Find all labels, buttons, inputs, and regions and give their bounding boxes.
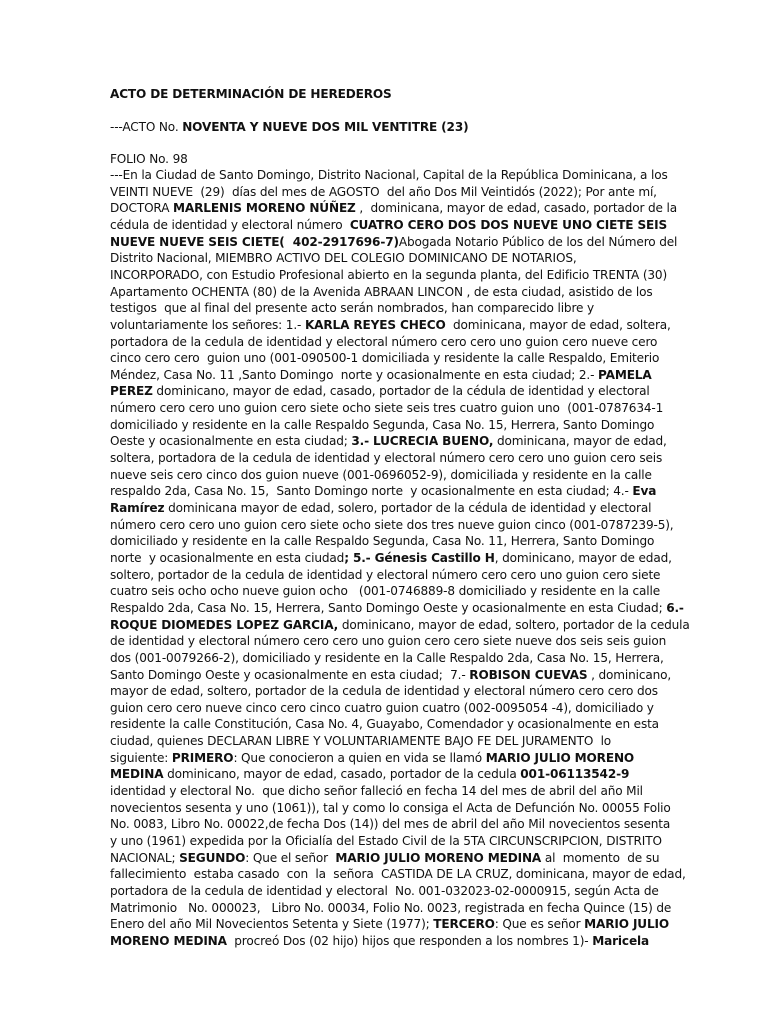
body-line: [110, 267, 667, 284]
body-line: [110, 900, 671, 917]
body-line: [110, 184, 657, 201]
bold-text: 6.-: [666, 600, 684, 615]
body-text: INCORPORADO, con Estudio Profesional abierto en la segunda planta, del Edificio TRENTA (30): [110, 267, 668, 282]
body-text: Respaldo 2da, Casa No. 15, Herrera, Santo Domingo Oeste y ocasionalmente en esta Ciudad;: [110, 600, 667, 615]
body-line: [110, 350, 659, 367]
body-text: , dominicano,: [587, 667, 672, 682]
body-line: [110, 217, 667, 234]
body-line: [110, 467, 652, 484]
bold-text: 3.- LUCRECIA BUENO,: [351, 434, 494, 449]
body-line: [110, 533, 654, 550]
body-line: [110, 766, 629, 783]
body-text: procreó Dos (02 hijo) hijos que responden a los nombres 1)-: [226, 933, 593, 948]
body-line: [110, 234, 677, 251]
bold-text: 001-06113542-9: [520, 767, 630, 782]
body-line: [110, 600, 684, 617]
body-line: [110, 250, 577, 267]
body-line: [110, 816, 670, 833]
body-text: Distrito Nacional, MIEMBRO ACTIVO DEL COLEGIO DOMINICANO DE NOTARIOS,: [110, 251, 577, 266]
body-line: [110, 716, 659, 733]
acto-number-line: ---ACTO No. NOVENTA Y NUEVE DOS MIL VENTITRE (23): [110, 120, 469, 134]
body-text: dominicana, mayor de edad,: [493, 434, 667, 449]
body-line: [110, 617, 690, 634]
body-line: [110, 750, 634, 767]
folio-line: FOLIO No. 98: [110, 152, 188, 166]
body-text: mayor de edad, soltero, portador de la cedula de identidad y electoral número cero cero dos: [110, 684, 658, 699]
bold-text: ROBISON CUEVAS: [469, 667, 588, 682]
body-line: [110, 933, 649, 950]
bold-text: ; 5.- Génesis Castillo H: [344, 551, 495, 565]
body-text: fallecimiento estaba casado con la señora CASTIDA DE LA CRUZ, dominicana, mayor de edad,: [110, 867, 686, 882]
bold-text: Maricela: [592, 933, 650, 948]
body-line: [110, 500, 651, 517]
body-text: norte y ocasionalmente en esta ciudad: [110, 551, 345, 565]
body-text: dos (001-0079266-2), domiciliado y residente en la Calle Respaldo 2da, Casa No. 15, Herrera,: [110, 650, 664, 665]
body-line: [110, 317, 671, 334]
bold-text: CUATRO CERO DOS DOS NUEVE UNO CIETE SEIS: [349, 217, 668, 232]
body-text: dominicano, mayor de edad, casado, portador de la cedula: [163, 767, 521, 782]
body-text: de identidad y electoral número cero cero uno guion cero cero siete nueve dos seis seis guion: [110, 634, 667, 649]
body-text: y uno (1961) expedida por la Oficialía del Estado Civil de la 5TA CIRCUNSCRIPCION, DISTRITO: [110, 834, 662, 848]
body-text: Santo Domingo Oeste y ocasionalmente en esta ciudad; 7.-: [110, 667, 470, 682]
body-line: [110, 483, 656, 500]
body-line: [110, 833, 662, 850]
document-title: ACTO DE DETERMINACIÓN DE HEREDEROS: [110, 87, 392, 101]
body-line: [110, 367, 652, 384]
body-line: [110, 383, 650, 400]
body-line: [110, 700, 654, 717]
body-text: dominicano, mayor de edad, soltero, portador de la cedula: [338, 617, 690, 632]
body-line: [110, 433, 667, 450]
body-line: [110, 417, 654, 434]
body-text: novecientos sesenta y uno (1061)), tal y como lo consiga el Acta de Defunción No. 00055 Folio: [110, 800, 671, 815]
body-text: identidad y electoral No. que dicho señor falleció en fecha 14 del mes de abril del año Mil: [110, 784, 643, 798]
body-text: Apartamento OCHENTA (80) de la Avenida ABRAAN LINCON , de esta ciudad, asistido de los: [110, 284, 653, 299]
body-text: dominicana, mayor de edad, soltera,: [445, 317, 671, 332]
body-text: DOCTORA: [110, 201, 174, 216]
body-text: dominicano, mayor de edad, casado, portador de la cédula de identidad y electoral: [152, 384, 650, 399]
bold-text: SEGUNDO: [179, 850, 246, 865]
body-text: portadora de la cedula de identidad y electoral número cero cero uno guion cero nueve cero: [110, 334, 658, 349]
body-text: domiciliado y residente en la calle Respaldo Segunda, Casa No. 11, Herrera, Santo Domingo: [110, 534, 655, 549]
bold-text: MARLENIS MORENO NÚÑEZ: [173, 201, 356, 216]
body-text: al momento de su: [541, 850, 660, 865]
body-line: [110, 866, 686, 883]
body-text: residente la calle Constitución, Casa No. 4, Guayabo, Comendador y ocasionalmente en esta: [110, 717, 659, 732]
body-text: Méndez, Casa No. 11 ,Santo Domingo norte y ocasionalmente en esta ciudad; 2.-: [110, 367, 598, 382]
bold-text: MARIO JULIO MORENO MEDINA: [335, 850, 542, 865]
body-text: soltera, portadora de la cedula de identidad y electoral número cero cero uno guion cero seis: [110, 451, 663, 465]
body-line: [110, 916, 669, 933]
bold-text: MORENO MEDINA: [110, 933, 227, 948]
body-line: [110, 683, 658, 700]
body-text: VEINTI NUEVE (29) días del mes de AGOSTO del año Dos Mil Veintidós (2022); Por ante mí,: [110, 184, 657, 199]
body-text: ciudad, quienes DECLARAN LIBRE Y VOLUNTARIAMENTE BAJO FE DEL JURAMENTO lo: [110, 734, 612, 749]
body-line: [110, 733, 611, 750]
body-text: portadora de la cedula de identidad y electoral No. 001-032023-02-0000915, según Acta de: [110, 883, 659, 898]
body-line: [110, 583, 660, 600]
body-text: : Que el señor: [245, 850, 336, 865]
body-line: [110, 300, 594, 317]
body-text: cinco cero cero guion uno (001-090500-1 domiciliada y residente la calle Respaldo, Emiterio: [110, 351, 660, 366]
body-text: guion cero cero nueve cinco cero cinco cuatro guion cuatro (002-0095054 -4), domiciliado y: [110, 700, 654, 715]
body-line: [110, 567, 660, 584]
body-line: [110, 550, 672, 567]
bold-text: TERCERO: [433, 917, 495, 932]
body-text: número cero cero uno guion cero siete ocho siete seis tres cuatro guion uno (001-0787634-1: [110, 401, 664, 416]
body-text: Matrimonio No. 000023, Libro No. 00034, Folio No. 0023, registrada en fecha Quince (15) de: [110, 900, 672, 915]
body-text: Abogada Notario Público de los del Número del: [398, 234, 678, 249]
body-line: [110, 800, 671, 817]
body-text: : Que conocieron a quien en vida se llamó: [233, 750, 486, 765]
bold-text: NUEVE NUEVE SEIS CIETE( 402-2917696-7): [110, 234, 399, 249]
body-text: testigos que al final del presente acto serán nombrados, han comparecido libre y: [110, 301, 594, 316]
body-text: Oeste y ocasionalmente en esta ciudad;: [110, 434, 352, 449]
body-text: siguiente:: [110, 750, 172, 765]
body-text: NACIONAL;: [110, 850, 180, 865]
body-text: domiciliado y residente en la calle Respaldo Segunda, Casa No. 15, Herrera, Santo Domingo: [110, 417, 655, 432]
body-text: respaldo 2da, Casa No. 15, Santo Domingo norte y ocasionalmente en esta ciudad; 4.-: [110, 484, 633, 499]
body-text: No. 0083, Libro No. 00022,de fecha Dos (14)) del mes de abril del año Mil novecientos sesenta: [110, 817, 671, 832]
body-text: voluntariamente los señores: 1.-: [110, 317, 305, 332]
bold-text: MARIO JULIO MORENO: [485, 750, 635, 765]
bold-text: PRIMERO: [171, 750, 234, 765]
bold-text: MEDINA: [110, 767, 164, 782]
body-text: soltero, portador de la cedula de identidad y electoral número cero cero uno guion cero siete: [110, 567, 661, 582]
body-line: [110, 284, 653, 301]
bold-text: PAMELA: [598, 367, 652, 382]
body-text: , dominicana, mayor de edad, casado, portador de la: [355, 201, 677, 216]
body-line: [110, 334, 657, 351]
body-line: [110, 200, 677, 217]
bold-text: Eva: [632, 484, 657, 499]
body-line: [110, 450, 662, 467]
body-line: [110, 783, 643, 800]
body-line: [110, 517, 674, 534]
body-line: [110, 400, 663, 417]
bold-text: ROQUE DIOMEDES LOPEZ GARCIA,: [110, 617, 339, 632]
body-text: Enero del año Mil Novecientos Setenta y Siete (1977);: [110, 917, 434, 932]
body-text: : Que es señor: [494, 917, 585, 932]
body-line: [110, 167, 668, 184]
body-text: ---En la Ciudad de Santo Domingo, Distrito Nacional, Capital de la República Dominicana, a los: [110, 168, 668, 182]
body-line: [110, 883, 659, 900]
bold-text: PEREZ: [110, 384, 153, 399]
body-line: [110, 850, 659, 867]
body-text: , dominicano, mayor de edad,: [494, 551, 672, 565]
body-text: nueve seis cero cinco dos guion nueve (001-0696052-9), domiciliada y residente en la calle: [110, 467, 652, 482]
bold-text: Ramírez: [110, 501, 165, 515]
body-line: [110, 650, 664, 667]
body-text: dominicana mayor de edad, solero, portador de la cédula de identidad y electoral: [164, 501, 652, 515]
bold-text: MARIO JULIO: [584, 917, 670, 932]
body-text: número cero cero uno guion cero siete ocho siete dos tres nueve guion cinco (001-0787239-5),: [110, 517, 674, 532]
body-text: cédula de identidad y electoral número: [110, 217, 350, 232]
body-line: [110, 633, 666, 650]
body-text: cuatro seis ocho ocho nueve guion ocho (001-0746889-8 domiciliado y residente en la calle: [110, 584, 661, 599]
body-line: [110, 667, 671, 684]
bold-text: KARLA REYES CHECO: [304, 317, 446, 332]
